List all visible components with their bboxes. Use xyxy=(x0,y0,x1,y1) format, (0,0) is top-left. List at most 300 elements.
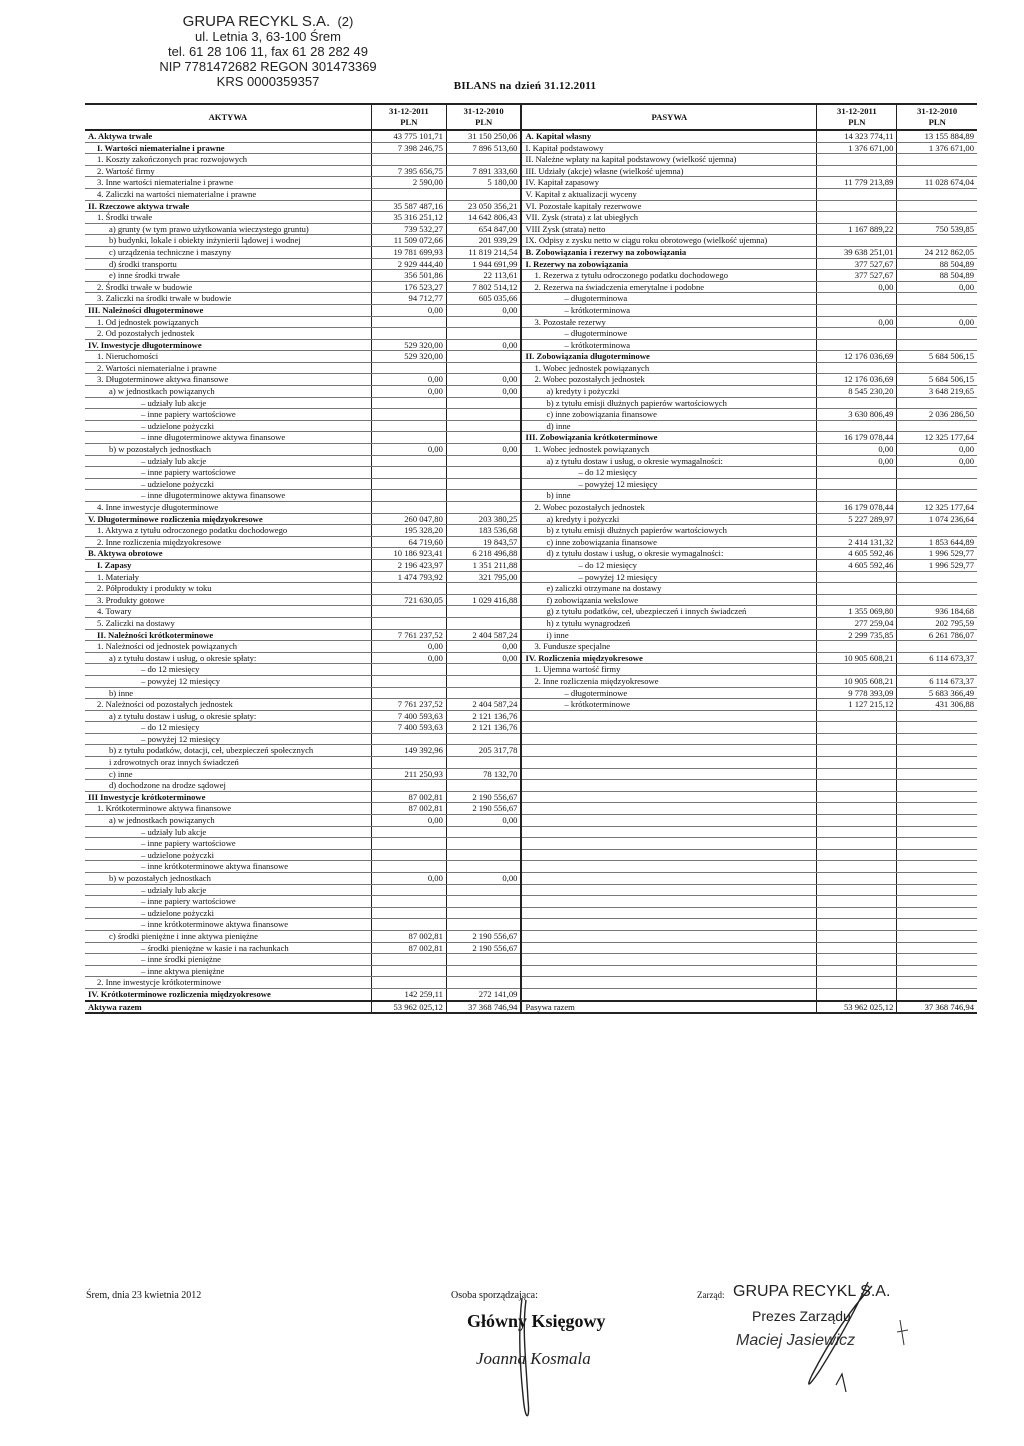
liab-col-2010: 31-12-2010 PLN xyxy=(897,104,977,130)
liability-value-2011 xyxy=(817,188,897,200)
liability-label xyxy=(521,954,816,966)
asset-label: 2. Wartość firmy xyxy=(85,165,371,177)
asset-value-2011 xyxy=(371,896,446,908)
liability-value-2011 xyxy=(817,478,897,490)
asset-label: 1. Krótkoterminowe aktywa finansowe xyxy=(85,803,371,815)
asset-label: III Inwestycje krótkoterminowe xyxy=(85,791,371,803)
liability-value-2010 xyxy=(897,919,977,931)
table-row xyxy=(85,374,977,386)
liability-label xyxy=(521,803,816,815)
asset-label: a) z tytułu dostaw i usług, o okresie spłaty: xyxy=(85,710,371,722)
asset-label: – udzielone pożyczki xyxy=(85,420,371,432)
liability-value-2011: 9 778 393,09 xyxy=(817,687,897,699)
asset-value-2011 xyxy=(371,838,446,850)
table-row xyxy=(85,154,977,166)
liability-label: e) zaliczki otrzymane na dostawy xyxy=(521,583,816,595)
liability-label xyxy=(521,930,816,942)
liability-value-2011 xyxy=(817,467,897,479)
liability-value-2010 xyxy=(897,838,977,850)
asset-value-2010 xyxy=(446,849,521,861)
asset-value-2010: 7 802 514,12 xyxy=(446,281,521,293)
asset-value-2010 xyxy=(446,780,521,792)
asset-value-2011: 87 002,81 xyxy=(371,791,446,803)
asset-value-2010: 654 847,00 xyxy=(446,223,521,235)
liability-value-2010 xyxy=(897,815,977,827)
asset-label: V. Długoterminowe rozliczenia międzyokresowe xyxy=(85,513,371,525)
asset-value-2010 xyxy=(446,328,521,340)
liability-value-2010 xyxy=(897,583,977,595)
liability-value-2011 xyxy=(817,328,897,340)
liability-value-2010 xyxy=(897,235,977,247)
assets-header: AKTYWA xyxy=(85,104,371,130)
liability-value-2010: 88 504,89 xyxy=(897,258,977,270)
table-row xyxy=(85,745,977,757)
liability-value-2011: 277 259,04 xyxy=(817,617,897,629)
asset-label: 3. Inne wartości niematerialne i prawne xyxy=(85,177,371,189)
table-row xyxy=(85,930,977,942)
liability-value-2011 xyxy=(817,768,897,780)
asset-value-2010: 0,00 xyxy=(446,444,521,456)
asset-value-2011 xyxy=(371,606,446,618)
asset-value-2011 xyxy=(371,849,446,861)
liabilities-header: PASYWA xyxy=(521,104,816,130)
asset-value-2011: 7 395 656,75 xyxy=(371,165,446,177)
asset-label: 2. Wartości niematerialne i prawne xyxy=(85,362,371,374)
asset-value-2010: 272 141,09 xyxy=(446,988,521,1000)
asset-label: b) z tytułu podatków, dotacji, ceł, ubezpieczeń społecznych xyxy=(85,745,371,757)
liability-value-2010: 750 539,85 xyxy=(897,223,977,235)
asset-label: 1. Nieruchomości xyxy=(85,351,371,363)
liability-value-2010: 431 306,88 xyxy=(897,699,977,711)
table-row xyxy=(85,896,977,908)
asset-value-2011: 35 587 487,16 xyxy=(371,200,446,212)
asset-label: – udzielone pożyczki xyxy=(85,478,371,490)
liability-label: IV. Rozliczenia międzyokresowe xyxy=(521,652,816,664)
asset-value-2011 xyxy=(371,617,446,629)
asset-value-2011 xyxy=(371,907,446,919)
table-row xyxy=(85,873,977,885)
liability-label: f) zobowiązania wekslowe xyxy=(521,594,816,606)
asset-value-2011 xyxy=(371,583,446,595)
liability-value-2011: 5 227 289,97 xyxy=(817,513,897,525)
assets-total-label: Aktywa razem xyxy=(85,1001,371,1014)
liability-label xyxy=(521,768,816,780)
liability-value-2011 xyxy=(817,965,897,977)
asset-value-2010 xyxy=(446,397,521,409)
asset-label: A. Aktywa trwałe xyxy=(85,130,371,142)
liability-label: a) kredyty i pożyczki xyxy=(521,513,816,525)
table-row xyxy=(85,710,977,722)
liability-label xyxy=(521,884,816,896)
asset-value-2010 xyxy=(446,687,521,699)
liability-label: b) z tytułu emisji dłużnych papierów wartościowych xyxy=(521,525,816,537)
asset-label: – inne papiery wartościowe xyxy=(85,467,371,479)
assets-col-2010: 31-12-2010 PLN xyxy=(446,104,521,130)
table-header-row xyxy=(85,104,977,130)
table-row xyxy=(85,664,977,676)
liability-label: b) z tytułu emisji dłużnych papierów wartościowych xyxy=(521,397,816,409)
liability-value-2010 xyxy=(897,791,977,803)
accountant-name: Joanna Kosmala xyxy=(476,1349,591,1368)
liab-total-2011: 53 962 025,12 xyxy=(817,1001,897,1014)
liability-value-2011: 377 527,67 xyxy=(817,270,897,282)
table-row xyxy=(85,420,977,432)
liability-value-2010: 88 504,89 xyxy=(897,270,977,282)
asset-value-2010: 2 404 587,24 xyxy=(446,629,521,641)
asset-value-2010: 1 351 211,88 xyxy=(446,559,521,571)
asset-label: I. Zapasy xyxy=(85,559,371,571)
asset-label: 4. Zaliczki na wartości niematerialne i prawne xyxy=(85,188,371,200)
asset-label: c) inne xyxy=(85,768,371,780)
board-label: Zarząd: xyxy=(697,1290,725,1300)
liability-value-2011: 12 176 036,69 xyxy=(817,374,897,386)
liability-value-2010: 12 325 177,64 xyxy=(897,502,977,514)
liability-label: d) z tytułu dostaw i usług, o okresie wymagalności: xyxy=(521,548,816,560)
liability-label: 1. Rezerwa z tytułu odroczonego podatku dochodowego xyxy=(521,270,816,282)
asset-value-2011: 529 320,00 xyxy=(371,351,446,363)
liability-value-2010 xyxy=(897,490,977,502)
liability-label: VIII Zysk (strata) netto xyxy=(521,223,816,235)
liability-value-2010: 1 996 529,77 xyxy=(897,548,977,560)
asset-value-2011 xyxy=(371,664,446,676)
table-row xyxy=(85,675,977,687)
asset-value-2010: 605 035,66 xyxy=(446,293,521,305)
liability-value-2011: 16 179 078,44 xyxy=(817,432,897,444)
liability-value-2011: 0,00 xyxy=(817,316,897,328)
table-row xyxy=(85,281,977,293)
table-row xyxy=(85,386,977,398)
liability-value-2011: 3 630 806,49 xyxy=(817,409,897,421)
asset-label: 1. Należności od jednostek powiązanych xyxy=(85,641,371,653)
liability-value-2010: 2 036 286,50 xyxy=(897,409,977,421)
asset-label: – środki pieniężne w kasie i na rachunkach xyxy=(85,942,371,954)
asset-label: 2. Inne inwestycje krótkoterminowe xyxy=(85,977,371,989)
asset-label: – udziały lub akcje xyxy=(85,826,371,838)
liability-value-2011 xyxy=(817,919,897,931)
asset-value-2011 xyxy=(371,919,446,931)
asset-label: – powyżej 12 miesięcy xyxy=(85,733,371,745)
company-header xyxy=(118,14,418,89)
asset-label: – udzielone pożyczki xyxy=(85,907,371,919)
liability-value-2011 xyxy=(817,861,897,873)
asset-value-2011 xyxy=(371,478,446,490)
liability-value-2011 xyxy=(817,757,897,769)
asset-label: II. Rzeczowe aktywa trwałe xyxy=(85,200,371,212)
liability-value-2011 xyxy=(817,304,897,316)
asset-value-2010: 23 050 356,21 xyxy=(446,200,521,212)
asset-label: 1. Od jednostek powiązanych xyxy=(85,316,371,328)
liability-value-2011 xyxy=(817,977,897,989)
liability-value-2011 xyxy=(817,930,897,942)
table-row xyxy=(85,687,977,699)
asset-value-2010 xyxy=(446,188,521,200)
asset-value-2011: 356 501,86 xyxy=(371,270,446,282)
asset-value-2011 xyxy=(371,861,446,873)
liability-value-2011 xyxy=(817,212,897,224)
asset-label: B. Aktywa obrotowe xyxy=(85,548,371,560)
liability-label: – do 12 miesięcy xyxy=(521,559,816,571)
liability-label xyxy=(521,757,816,769)
liability-label: b) inne xyxy=(521,490,816,502)
liability-value-2010: 3 648 219,65 xyxy=(897,386,977,398)
asset-value-2011: 1 474 793,92 xyxy=(371,571,446,583)
asset-value-2011: 2 929 444,40 xyxy=(371,258,446,270)
table-row xyxy=(85,652,977,664)
table-row xyxy=(85,954,977,966)
table-row xyxy=(85,791,977,803)
liability-label: 2. Rezerwa na świadczenia emerytalne i podobne xyxy=(521,281,816,293)
asset-value-2011: 260 047,80 xyxy=(371,513,446,525)
asset-label: – inne papiery wartościowe xyxy=(85,838,371,850)
table-row xyxy=(85,455,977,467)
asset-value-2011: 739 532,27 xyxy=(371,223,446,235)
asset-value-2010: 205 317,78 xyxy=(446,745,521,757)
asset-label: – udziały lub akcje xyxy=(85,884,371,896)
asset-value-2010 xyxy=(446,896,521,908)
liability-label xyxy=(521,988,816,1000)
asset-value-2011: 176 523,27 xyxy=(371,281,446,293)
asset-value-2010: 6 218 496,88 xyxy=(446,548,521,560)
asset-value-2010: 0,00 xyxy=(446,304,521,316)
table-row xyxy=(85,328,977,340)
liability-value-2011 xyxy=(817,200,897,212)
asset-value-2011 xyxy=(371,977,446,989)
document-title: BILANS na dzień 31.12.2011 xyxy=(453,80,597,92)
liability-value-2011 xyxy=(817,733,897,745)
liability-label: 3. Pozostałe rezerwy xyxy=(521,316,816,328)
asset-label: – inne krótkoterminowe aktywa finansowe xyxy=(85,919,371,931)
asset-value-2011 xyxy=(371,397,446,409)
asset-label: 2. Półprodukty i produkty w toku xyxy=(85,583,371,595)
liability-value-2011: 1 355 069,80 xyxy=(817,606,897,618)
liability-value-2010 xyxy=(897,397,977,409)
table-row xyxy=(85,304,977,316)
liability-label: 1. Ujemna wartość firmy xyxy=(521,664,816,676)
asset-label: 1. Środki trwałe xyxy=(85,212,371,224)
table-row xyxy=(85,177,977,189)
liability-value-2010: 6 114 673,37 xyxy=(897,675,977,687)
liability-value-2011: 16 179 078,44 xyxy=(817,502,897,514)
liability-label: – krótkoterminowa xyxy=(521,304,816,316)
liability-label: 1. Wobec jednostek powiązanych xyxy=(521,362,816,374)
table-row xyxy=(85,536,977,548)
liability-label: – krótkoterminowa xyxy=(521,339,816,351)
liability-value-2011: 12 176 036,69 xyxy=(817,351,897,363)
asset-value-2010: 203 380,25 xyxy=(446,513,521,525)
liability-value-2011 xyxy=(817,896,897,908)
liability-label: II. Zobowiązania długoterminowe xyxy=(521,351,816,363)
liability-value-2010: 1 853 644,89 xyxy=(897,536,977,548)
asset-value-2011 xyxy=(371,328,446,340)
liability-value-2011 xyxy=(817,791,897,803)
asset-label: 1. Koszty zakończonych prac rozwojowych xyxy=(85,154,371,166)
table-row xyxy=(85,559,977,571)
asset-value-2011: 7 761 237,52 xyxy=(371,629,446,641)
liability-value-2011: 2 299 735,85 xyxy=(817,629,897,641)
liability-value-2010 xyxy=(897,710,977,722)
liability-label xyxy=(521,919,816,931)
liability-value-2010 xyxy=(897,212,977,224)
liability-label: II. Należne wpłaty na kapitał podstawowy (wielkość ujemna) xyxy=(521,154,816,166)
asset-value-2011: 87 002,81 xyxy=(371,803,446,815)
table-row xyxy=(85,757,977,769)
table-row xyxy=(85,188,977,200)
liability-value-2010 xyxy=(897,722,977,734)
asset-value-2011 xyxy=(371,467,446,479)
asset-label: 2. Należności od pozostałych jednostek xyxy=(85,699,371,711)
table-row xyxy=(85,351,977,363)
liability-value-2011: 10 905 608,21 xyxy=(817,675,897,687)
liability-label: 2. Wobec pozostałych jednostek xyxy=(521,374,816,386)
asset-value-2011 xyxy=(371,954,446,966)
asset-value-2011: 10 186 923,41 xyxy=(371,548,446,560)
liability-value-2011 xyxy=(817,942,897,954)
asset-value-2011: 721 630,05 xyxy=(371,594,446,606)
asset-value-2011 xyxy=(371,502,446,514)
liability-label: d) inne xyxy=(521,420,816,432)
asset-value-2010 xyxy=(446,965,521,977)
liability-label: I. Rezerwy na zobowiązania xyxy=(521,258,816,270)
asset-value-2011: 142 259,11 xyxy=(371,988,446,1000)
asset-label: 3. Produkty gotowe xyxy=(85,594,371,606)
asset-value-2010 xyxy=(446,954,521,966)
asset-label: a) w jednostkach powiązanych xyxy=(85,386,371,398)
asset-value-2011: 19 781 699,93 xyxy=(371,246,446,258)
asset-value-2011 xyxy=(371,188,446,200)
asset-value-2010 xyxy=(446,467,521,479)
asset-label: III. Należności długoterminowe xyxy=(85,304,371,316)
liability-value-2011 xyxy=(817,397,897,409)
asset-value-2010: 31 150 250,06 xyxy=(446,130,521,142)
asset-value-2010: 11 819 214,54 xyxy=(446,246,521,258)
liability-label xyxy=(521,710,816,722)
liability-value-2010: 1 074 236,64 xyxy=(897,513,977,525)
asset-value-2011 xyxy=(371,420,446,432)
table-row xyxy=(85,130,977,142)
asset-label: b) budynki, lokale i obiekty inżynierii lądowej i wodnej xyxy=(85,235,371,247)
asset-label: a) z tytułu dostaw i usług, o okresie spłaty: xyxy=(85,652,371,664)
liability-value-2011 xyxy=(817,362,897,374)
liability-label xyxy=(521,965,816,977)
liability-label: III. Zobowiązania krótkoterminowe xyxy=(521,432,816,444)
asset-label: 2. Inne rozliczenia międzyokresowe xyxy=(85,536,371,548)
table-row xyxy=(85,316,977,328)
asset-value-2010: 0,00 xyxy=(446,652,521,664)
table-row xyxy=(85,432,977,444)
table-row xyxy=(85,223,977,235)
table-row xyxy=(85,826,977,838)
table-row xyxy=(85,397,977,409)
liability-label: 3. Fundusze specjalne xyxy=(521,641,816,653)
asset-label: c) środki pieniężne i inne aktywa pieniężne xyxy=(85,930,371,942)
liability-value-2011: 14 323 774,11 xyxy=(817,130,897,142)
asset-value-2011 xyxy=(371,432,446,444)
asset-value-2011 xyxy=(371,965,446,977)
table-row xyxy=(85,606,977,618)
asset-value-2010 xyxy=(446,919,521,931)
table-row xyxy=(85,165,977,177)
page-number: (2) xyxy=(337,14,354,29)
board-company-stamp: GRUPA RECYKL S.A. xyxy=(733,1283,891,1300)
liability-label: – długoterminowe xyxy=(521,687,816,699)
liability-value-2010 xyxy=(897,780,977,792)
liability-value-2011 xyxy=(817,641,897,653)
liability-value-2010: 0,00 xyxy=(897,316,977,328)
asset-value-2010 xyxy=(446,617,521,629)
table-row xyxy=(85,270,977,282)
table-row xyxy=(85,733,977,745)
asset-value-2010 xyxy=(446,733,521,745)
asset-value-2011: 35 316 251,12 xyxy=(371,212,446,224)
asset-value-2010: 7 891 333,60 xyxy=(446,165,521,177)
liability-label: 2. Wobec pozostałych jednostek xyxy=(521,502,816,514)
asset-label: IV. Krótkoterminowe rozliczenia międzyokresowe xyxy=(85,988,371,1000)
asset-value-2010: 78 132,70 xyxy=(446,768,521,780)
asset-label: – inne papiery wartościowe xyxy=(85,896,371,908)
liability-label: – długoterminowa xyxy=(521,293,816,305)
asset-value-2011: 0,00 xyxy=(371,374,446,386)
liability-value-2010: 0,00 xyxy=(897,281,977,293)
liability-label: – do 12 miesięcy xyxy=(521,467,816,479)
liability-label xyxy=(521,896,816,908)
liability-value-2010 xyxy=(897,664,977,676)
asset-value-2011: 7 761 237,52 xyxy=(371,699,446,711)
asset-value-2010 xyxy=(446,409,521,421)
asset-value-2010: 0,00 xyxy=(446,386,521,398)
table-row xyxy=(85,838,977,850)
asset-value-2010 xyxy=(446,826,521,838)
table-row xyxy=(85,884,977,896)
liability-label: 1. Wobec jednostek powiązanych xyxy=(521,444,816,456)
asset-value-2010: 14 642 806,43 xyxy=(446,212,521,224)
liability-value-2010: 0,00 xyxy=(897,455,977,467)
asset-label: – inne aktywa pieniężne xyxy=(85,965,371,977)
asset-value-2010 xyxy=(446,478,521,490)
asset-value-2011 xyxy=(371,826,446,838)
asset-value-2011 xyxy=(371,733,446,745)
asset-value-2011: 211 250,93 xyxy=(371,768,446,780)
asset-value-2011 xyxy=(371,316,446,328)
table-row xyxy=(85,212,977,224)
asset-value-2010 xyxy=(446,838,521,850)
table-row xyxy=(85,942,977,954)
asset-value-2010: 201 939,29 xyxy=(446,235,521,247)
liability-value-2010 xyxy=(897,362,977,374)
asset-value-2011: 64 719,60 xyxy=(371,536,446,548)
asset-value-2010 xyxy=(446,154,521,166)
liability-value-2010: 5 684 506,15 xyxy=(897,374,977,386)
liability-value-2010: 5 684 506,15 xyxy=(897,351,977,363)
table-row xyxy=(85,513,977,525)
asset-value-2010 xyxy=(446,351,521,363)
table-row xyxy=(85,548,977,560)
liability-label: h) z tytułu wynagrodzeń xyxy=(521,617,816,629)
asset-value-2010 xyxy=(446,362,521,374)
asset-value-2010 xyxy=(446,420,521,432)
liability-label: – powyżej 12 miesięcy xyxy=(521,571,816,583)
asset-value-2011 xyxy=(371,687,446,699)
liability-value-2010 xyxy=(897,200,977,212)
liability-value-2010 xyxy=(897,803,977,815)
liability-value-2011 xyxy=(817,954,897,966)
asset-value-2011: 0,00 xyxy=(371,873,446,885)
liability-value-2010 xyxy=(897,328,977,340)
liability-label: c) inne zobowiązania finansowe xyxy=(521,409,816,421)
liability-value-2010: 13 155 884,89 xyxy=(897,130,977,142)
liability-value-2011: 4 605 592,46 xyxy=(817,559,897,571)
liability-value-2010 xyxy=(897,849,977,861)
table-row xyxy=(85,235,977,247)
